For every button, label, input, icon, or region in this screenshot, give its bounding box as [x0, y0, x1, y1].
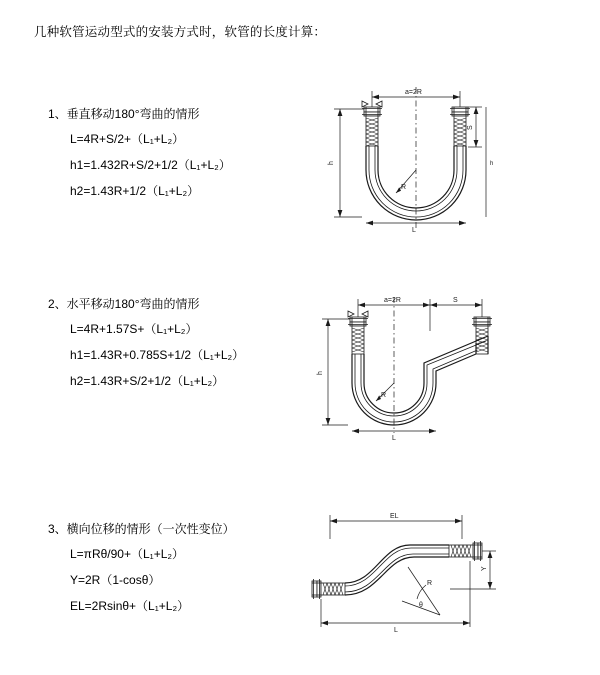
lateral-offset-diagram: [290, 505, 500, 635]
section-1-text: [48, 105, 308, 199]
angle-label-theta: θ: [419, 602, 423, 609]
dim-label-y: Y: [481, 566, 488, 571]
dim-label-el: EL: [390, 513, 399, 520]
section-2-text: [48, 295, 308, 389]
dim-label-h-left-2: h: [317, 371, 324, 375]
section-1-formula-1: L=4R+S/2+（L₁+L₂）: [70, 132, 185, 146]
radius-label-r-3: R: [427, 580, 433, 587]
dim-label-l: L: [412, 227, 416, 234]
section-3-formula-2: Y=2R（1-cosθ）: [70, 573, 161, 587]
section-2-formula-1: L=4R+1.57S+（L₁+L₂）: [70, 322, 198, 336]
section-1-formula-2: h1=1.432R+S/2+1/2（L₁+L₂）: [70, 158, 231, 172]
vertical-180-bend-svg: [300, 65, 494, 265]
section-1-formula-3: h2=1.43R+1/2（L₁+L₂）: [70, 184, 200, 198]
dim-label-a2r-2: a=2R: [384, 297, 401, 304]
radius-label-r: R: [401, 184, 407, 191]
dim-label-s-2: S: [453, 297, 458, 304]
vertical-180-bend-diagram: [300, 65, 494, 265]
horizontal-180-bend-svg: [300, 283, 495, 463]
dim-label-l-2: L: [392, 435, 396, 442]
section-3-formula-1: L=πRθ/90+（L₁+L₂）: [70, 547, 185, 561]
section-1-title: 1、垂直移动180°弯曲的情形: [48, 107, 200, 121]
dim-label-a2r: a=2R: [405, 89, 422, 96]
dim-label-l-3: L: [394, 627, 398, 634]
page-title: 几种软管运动型式的安装方式时，软管的长度计算：: [34, 25, 327, 39]
horizontal-180-bend-diagram: [300, 283, 495, 463]
dim-label-s-right: S: [467, 125, 474, 130]
dim-label-h-left: h: [328, 161, 335, 165]
dim-label-h-right: h: [490, 161, 494, 167]
radius-label-r-2: R: [381, 392, 387, 399]
lateral-offset-svg: [290, 505, 500, 635]
section-2-formula-3: h2=1.43R+S/2+1/2（L₁+L₂）: [70, 374, 225, 388]
section-3-text: [48, 520, 308, 614]
section-2-title: 2、水平移动180°弯曲的情形: [48, 297, 200, 311]
section-3-formula-3: EL=2Rsinθ+（L₁+L₂）: [70, 599, 190, 613]
section-2-formula-2: h1=1.43R+0.785S+1/2（L₁+L₂）: [70, 348, 245, 362]
section-3-title: 3、横向位移的情形（一次性变位）: [48, 522, 235, 536]
